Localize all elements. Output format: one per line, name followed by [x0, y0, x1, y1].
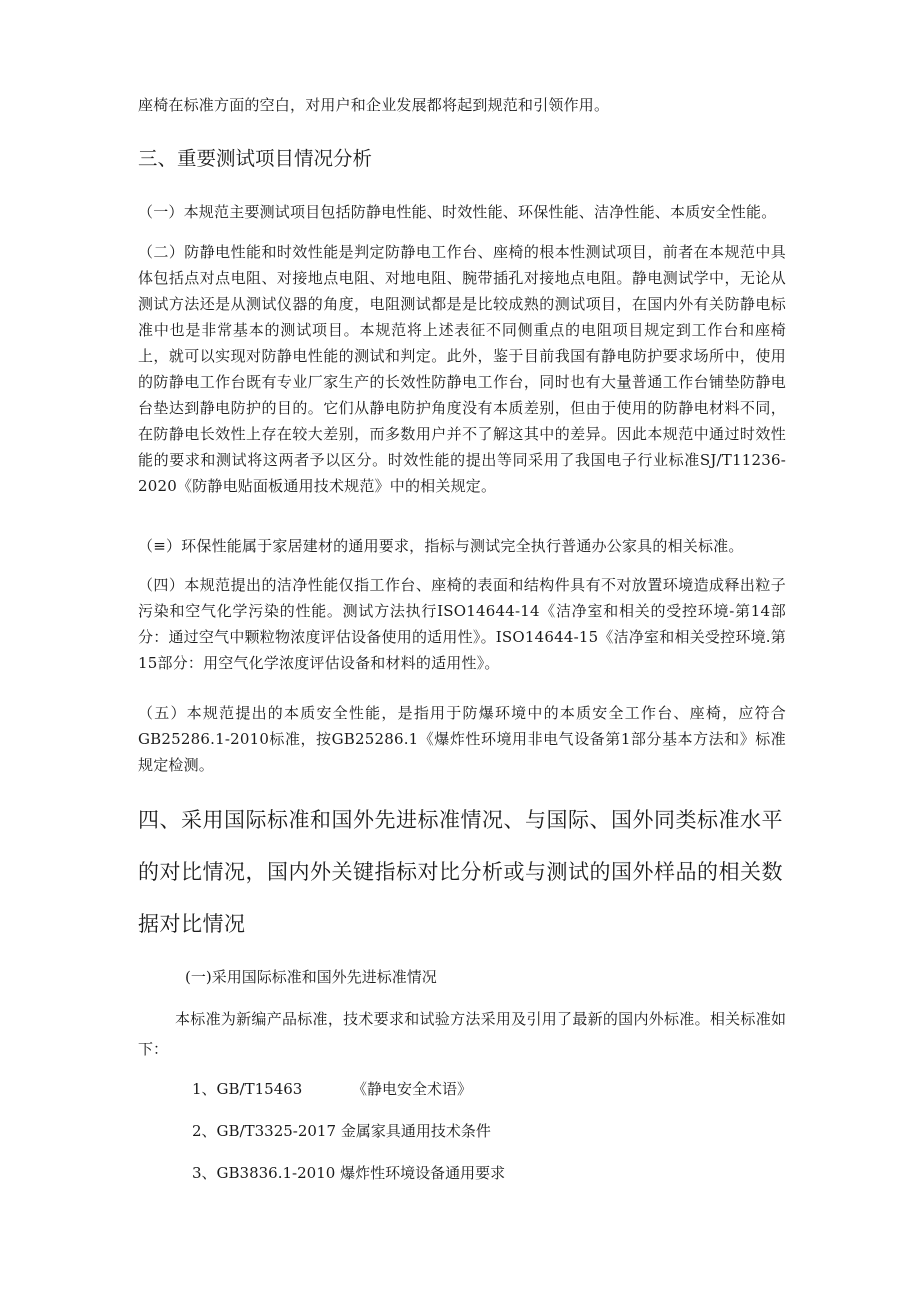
reference-code: 2、GB/T3325-2017 [192, 1122, 337, 1140]
section-3-paragraph-3: （≡）环保性能属于家居建材的通用要求，指标与测试完全执行普通办公家具的相关标准。 [138, 537, 744, 555]
reference-title: 《静电安全术语》 [352, 1080, 473, 1098]
reference-title: 爆炸性环境设备通用要求 [340, 1164, 506, 1182]
section-4-intro: 本标准为新编产品标准，技术要求和试验方法采用及引用了最新的国内外标准。相关标准如下： [138, 1010, 786, 1058]
reference-item [192, 1077, 472, 1101]
section-3-paragraph-5: （五）本规范提出的本质安全性能，是指用于防爆环境中的本质安全工作台、座椅，应符合GB25286.1-2010标准，按GB25286.1《爆炸性环境用非电气设备第1部分基本方法和》标准规定检测。 [138, 704, 786, 774]
section-3-paragraph-2: （二）防静电性能和时效性能是判定防静电工作台、座椅的根本性测试项目，前者在本规范中具体包括点对点电阻、对接地点电阻、对地电阻、腕带插孔对接地点电阻。静电测试学中，无论从测试方法还是从测试仪器的角度，电阻测试都是是比较成熟的测试项目，在国内外有关防静电标准中也是非常基本的测试项目。本规范将上述表征不同侧重点的电阻项目规定到工作台和座椅上，就可以实现对防静电性能的测试和判定。此外，鉴于目前我国有静电防护要求场所中，使用的防静电工作台既有专业厂家生产的长效性防静电工作台，同时也有大量普通工作台铺垫防静电台垫达到静电防护的目的。它们从静电防护角度没有本质差别，但由于使用的防静电材料不同，在防静电长效性上存在较大差别，而多数用户并不了解这其中的差异。因此本规范中通过时效性能的要求和测试将这两者予以区分。时效性能的提出等同采用了我国电子行业标准SJ/T11236-2020《防静电贴面板通用技术规范》中的相关规定。 [138, 243, 786, 495]
reference-item [192, 1161, 505, 1185]
reference-code: 1、GB/T15463 [192, 1080, 303, 1098]
section-4-subheading: (一)采用国际标准和国外先进标准情况 [185, 968, 437, 986]
top-paragraph: 座椅在标准方面的空白，对用户和企业发展都将起到规范和引领作用。 [138, 96, 610, 114]
section-3-paragraph-4: （四）本规范提出的洁净性能仅指工作台、座椅的表面和结构件具有不对放置环境造成释出粒子污染和空气化学污染的性能。测试方法执行ISO14644-14《洁净室和相关的受控环境-第14部分：通过空气中颗粒物浓度评估设备使用的适用性》。ISO14644-15《洁净室和相关受控环境.第15部分：用空气化学浓度评估设备和材料的适用性》。 [138, 576, 786, 672]
reference-title: 金属家具通用技术条件 [340, 1122, 491, 1140]
section-3-paragraph-1: （一）本规范主要测试项目包括防静电性能、时效性能、环保性能、洁净性能、本质安全性能。 [138, 203, 777, 221]
section-4-heading: 四、采用国际标准和国外先进标准情况、与国际、国外同类标准水平的对比情况，国内外关键指标对比分析或与测试的国外样品的相关数据对比情况 [138, 808, 783, 936]
section-3-heading: 三、重要测试项目情况分析 [138, 147, 373, 170]
reference-code: 3、GB3836.1-2010 [192, 1164, 336, 1182]
reference-item [192, 1119, 491, 1143]
